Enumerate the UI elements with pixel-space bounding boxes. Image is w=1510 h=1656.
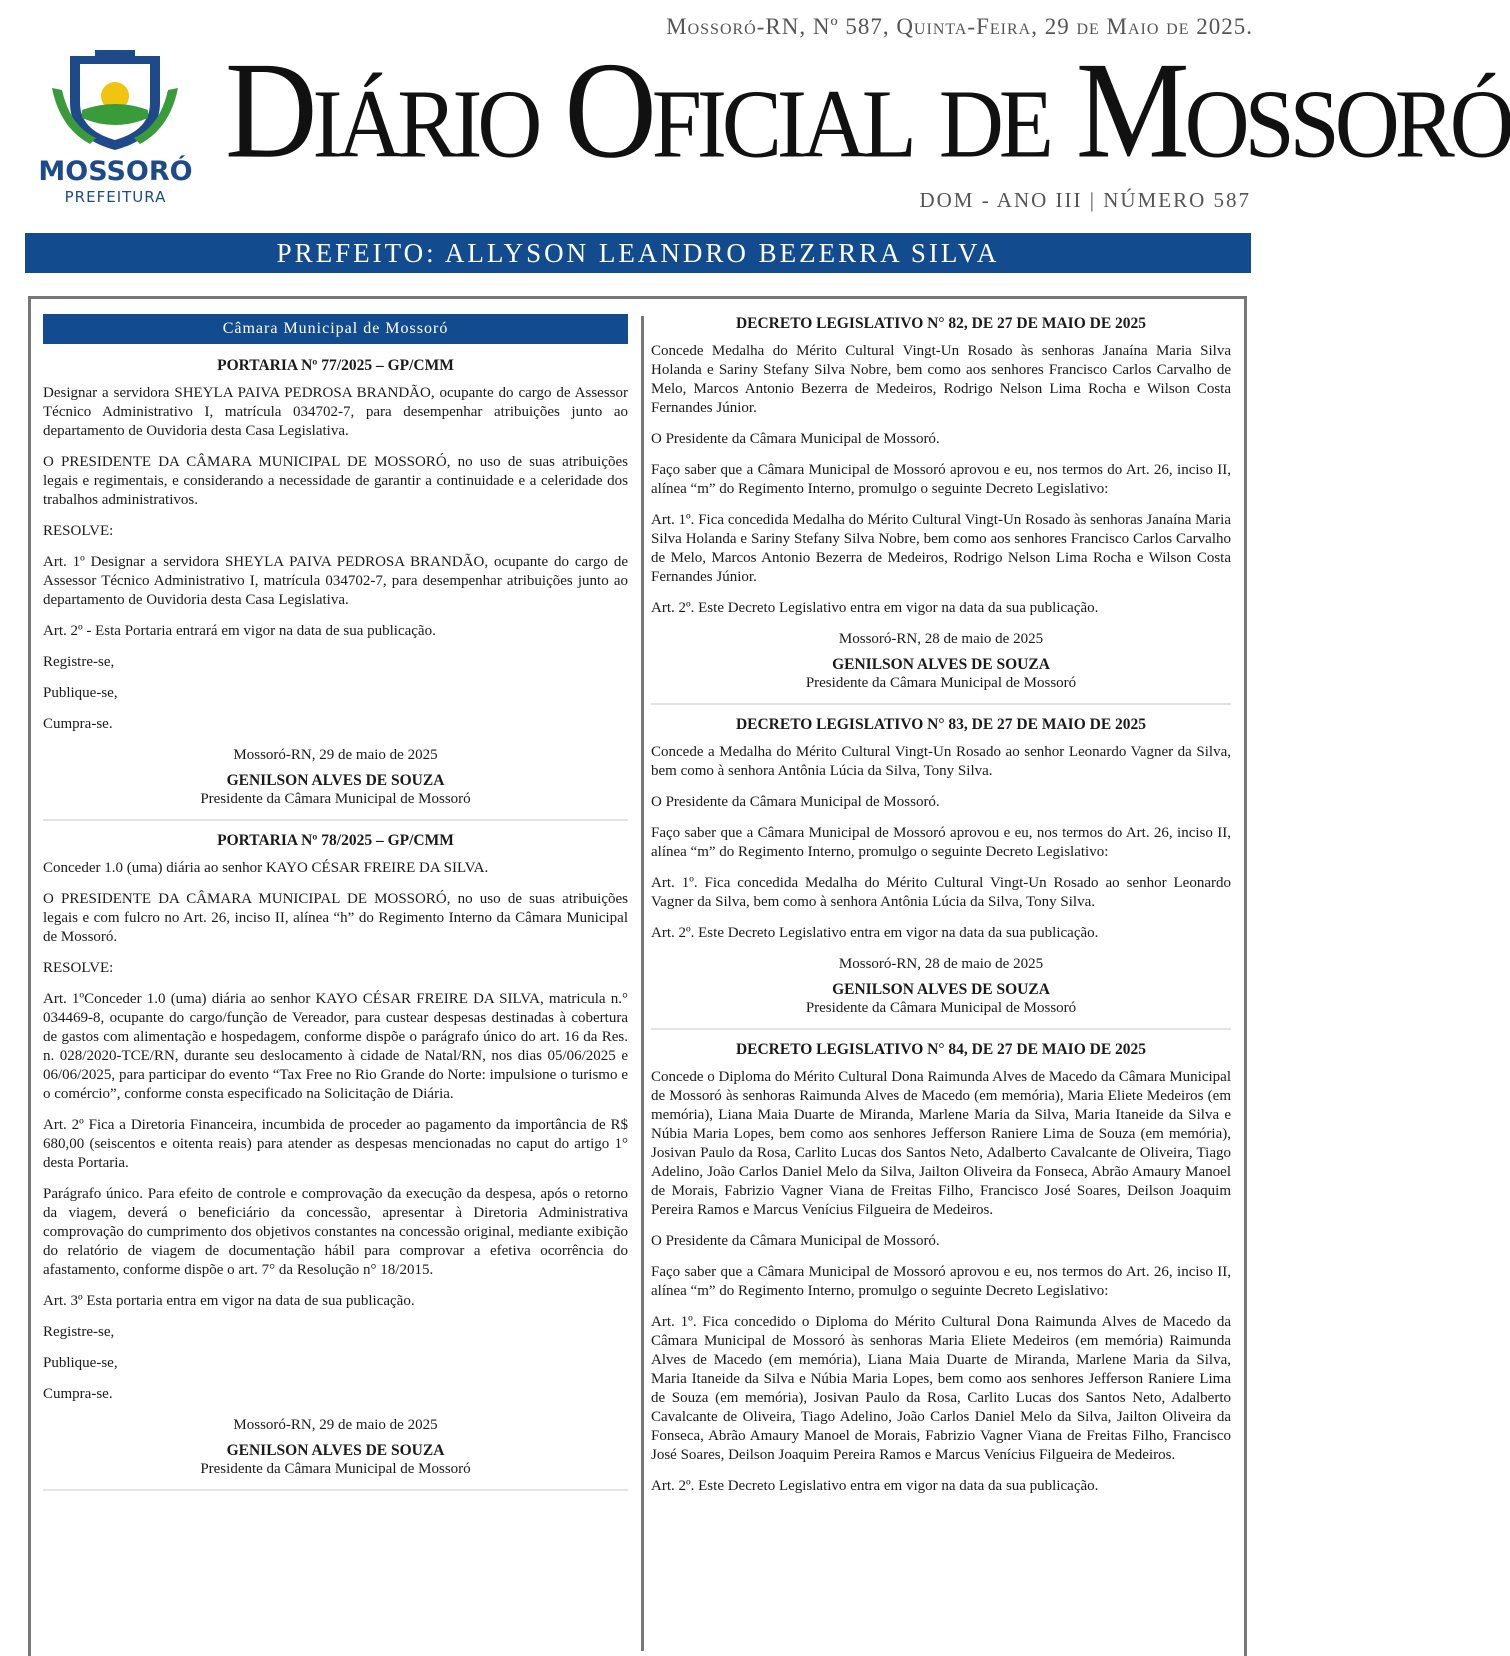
portaria-78 [43,831,628,1479]
decreto-83 [651,715,1231,1018]
prefeito-banner: PREFEITO: ALLYSON LEANDRO BEZERRA SILVA [25,233,1251,273]
logo-name: MOSSORÓ [38,156,193,187]
signer-role: Presidente da Câmara Municipal de Mossoró [805,1000,1077,1016]
decreto-82 [651,314,1231,693]
paragraph: Publique-se, [43,685,118,701]
paragraph: O Presidente da Câmara Municipal de Mossoró. [651,794,940,810]
paragraph: O Presidente da Câmara Municipal de Mossoró. [651,1233,940,1249]
paragraph: O Presidente da Câmara Municipal de Mossoró. [651,431,940,447]
paragraph: Art. 2º - Esta Portaria entrará em vigor na data de sua publicação. [43,623,436,639]
paragraph: Designar a servidora SHEYLA PAIVA PEDROSA BRANDÃO, ocupante do cargo de Assessor Técnico Administrativo I, matrícula 034702-7, para desempenhar atribuições junto ao departamento de Ouvidoria desta Casa Legislativa. [43,385,628,439]
section-separator [651,1028,1231,1030]
signature-block [651,955,1231,1018]
document-title: DECRETO LEGISLATIVO N° 84, DE 27 DE MAIO DE 2025 [735,1041,1147,1058]
paragraph: Cumpra-se. [43,716,113,732]
paragraph: Parágrafo único. Para efeito de controle e comprovação da execução da despesa, após o retorno da viagem, deverá o beneficiário da concessão, apresentar à Diretoria Administrativa comprovação do cumprimento dos objetivos constantes na concessão original, mediante exibição do relatório de viagem de documentação hábil para comprovar a efetiva ocorrência do afastamento, conforme dispõe o art. 7° da Resolução n° 18/2015. [43,1186,628,1278]
signer-name: GENILSON ALVES DE SOUZA [226,1442,445,1459]
document-title: PORTARIA Nº 78/2025 – GP/CMM [217,832,454,849]
paragraph: Registre-se, [43,1324,115,1340]
paragraph: Art. 1º Designar a servidora SHEYLA PAIVA PEDROSA BRANDÃO, ocupante do cargo de Assessor Técnico Administrativo I, matrícula 034702-7, para desempenhar atribuições junto ao departamento de Ouvidoria desta Casa Legislativa. [43,554,628,608]
signer-name: GENILSON ALVES DE SOUZA [832,656,1050,673]
paragraph: Concede Medalha do Mérito Cultural Vingt-Un Rosado às senhoras Janaína Maria Silva Holanda e Sariny Stefany Silva Nobre, bem como aos senhores Francisco Carlos Carvalho de Melo, Marcos Antonio Bezerra de Medeiros, Rodrigo Nelson Lima Rocha e Wilson Costa Fernandes Júnior. [651,343,1231,416]
signature-place-date: Mossoró-RN, 28 de maio de 2025 [838,631,1044,647]
paragraph: Art. 1º. Fica concedida Medalha do Mérito Cultural Vingt-Un Rosado ao senhor Leonardo Vagner da Silva, bem como à senhora Antônia Lúcia da Silva, Tony Silva. [651,875,1231,910]
paragraph: Faço saber que a Câmara Municipal de Mossoró aprovou e eu, nos termos do Art. 26, inciso II, alínea “m” do Regimento Interno, promulgo o seguinte Decreto Legislativo: [651,1264,1231,1299]
edition-number: DOM - ANO III | NÚMERO 587 [919,188,1251,212]
prefeitura-logo [28,48,203,208]
paragraph: O PRESIDENTE DA CÂMARA MUNICIPAL DE MOSSORÓ, no uso de suas atribuições legais e com fulcro no Art. 26, inciso II, alínea “h” do Regimento Interno da Câmara Municipal de Mossoró. [43,891,628,945]
paragraph: O PRESIDENTE DA CÂMARA MUNICIPAL DE MOSSORÓ, no uso de suas atribuições legais e regimentais, e considerando a necessidade de garantir a continuidade e a celeridade dos trabalhos administrativos. [43,454,628,508]
signature-block [651,630,1231,693]
masthead-title: Diário Oficial de Mossoró [225,33,1510,187]
signer-role: Presidente da Câmara Municipal de Mossoró [200,791,471,807]
paragraph: Faço saber que a Câmara Municipal de Mossoró aprovou e eu, nos termos do Art. 26, inciso II, alínea “m” do Regimento Interno, promulgo o seguinte Decreto Legislativo: [651,462,1231,497]
paragraph: Concede o Diploma do Mérito Cultural Dona Raimunda Alves de Macedo da Câmara Municipal de Mossoró às senhoras Raimunda Alves de Macedo (em memória), Maria Eliete Medeiros (em memória), Liana Maia Duarte de Miranda, Marlene Maria da Silva, Maria Itaneide da Silva e Núbia Maria Lopes, bem como aos senhores Jefferson Raniere Lima de Souza (em memória), Josivan Paulo da Rosa, Carlito Lucas dos Santos Neto, Adalberto Cavalcante de Oliveira, Tiago Adelino, João Carlos Daniel Melo da Silva, Jailton Oliveira da Fonseca, Abrão Amaury Manoel de Morais, Fabrizio Vagner Viana de Freitas Filho, Francisco José Soares, Deilson Joaquim Pereira Ramos e Marcus Venícius Filgueira de Medeiros. [651,1069,1231,1218]
document-title: PORTARIA Nº 77/2025 – GP/CMM [217,357,454,374]
signature-block [43,1416,628,1479]
coat-of-arms-icon [50,48,180,153]
paragraph: Art. 3º Esta portaria entra em vigor na data de sua publicação. [43,1293,415,1309]
paragraph: RESOLVE: [43,523,114,539]
paragraph: Conceder 1.0 (uma) diária ao senhor KAYO CÉSAR FREIRE DA SILVA. [43,860,489,876]
section-separator [43,1489,628,1491]
paragraph: Art. 2º Fica a Diretoria Financeira, incumbida de proceder ao pagamento da importância de R$ 680,00 (seiscentos e oitenta reais) para atender as despesas mencionadas no caput do artigo 1° desta Portaria. [43,1117,628,1171]
paragraph: Art. 2º. Este Decreto Legislativo entra em vigor na data da sua publicação. [651,600,1099,616]
signature-block [43,746,628,809]
signer-name: GENILSON ALVES DE SOUZA [226,772,445,789]
paragraph: Concede a Medalha do Mérito Cultural Vingt-Un Rosado ao senhor Leonardo Vagner da Silva, bem como à senhora Antônia Lúcia da Silva, Tony Silva. [651,744,1231,779]
section-separator [43,819,628,821]
paragraph: Art. 2º. Este Decreto Legislativo entra em vigor na data da sua publicação. [651,925,1099,941]
document-title: DECRETO LEGISLATIVO N° 83, DE 27 DE MAIO DE 2025 [735,716,1147,733]
paragraph: Cumpra-se. [43,1386,113,1402]
paragraph: Publique-se, [43,1355,118,1371]
decreto-84 [651,1040,1231,1496]
portaria-77 [43,356,628,809]
logo-subtitle: PREFEITURA [64,188,167,206]
paragraph: Art. 1ºConceder 1.0 (uma) diária ao senhor KAYO CÉSAR FREIRE DA SILVA, matricula n.° 034469-8, ocupante do cargo/função de Vereador, para custear despesas destinadas à cobertura de gastos com alimentação e hospedagem, conforme dispõe o parágrafo único do art. 16 da Res. n. 028/2020-TCE/RN, durante seu deslocamento à cidade de Natal/RN, nos dias 05/06/2025 e 06/06/2025, para participar do evento “Tax Free no Rio Grande do Norte: impulsione o turismo e o comércio”, conforme consta especificado na Solicitação de Diária. [43,991,628,1102]
signature-place-date: Mossoró-RN, 29 de maio de 2025 [233,747,438,763]
document-title: DECRETO LEGISLATIVO N° 82, DE 27 DE MAIO DE 2025 [735,315,1147,332]
left-column [43,314,628,1499]
section-separator [651,703,1231,705]
paragraph: Registre-se, [43,654,115,670]
paragraph: Faço saber que a Câmara Municipal de Mossoró aprovou e eu, nos termos do Art. 26, inciso II, alínea “m” do Regimento Interno, promulgo o seguinte Decreto Legislativo: [651,825,1231,860]
signer-role: Presidente da Câmara Municipal de Mossoró [200,1461,471,1477]
signature-place-date: Mossoró-RN, 29 de maio de 2025 [233,1417,438,1433]
right-column [651,314,1231,1508]
paragraph: Art. 2º. Este Decreto Legislativo entra em vigor na data da sua publicação. [651,1478,1099,1494]
signer-name: GENILSON ALVES DE SOUZA [832,981,1050,998]
paragraph: Art. 1º. Fica concedida Medalha do Mérito Cultural Vingt-Un Rosado às senhoras Janaína Maria Silva Holanda e Sariny Stefany Silva Nobre, bem como aos senhores Francisco Carlos Carvalho de Melo, Marcos Antonio Bezerra de Medeiros, Rodrigo Nelson Lima Rocha e Wilson Costa Fernandes Júnior. [651,512,1231,585]
signer-role: Presidente da Câmara Municipal de Mossoró [805,675,1077,691]
paragraph: RESOLVE: [43,960,114,976]
signature-place-date: Mossoró-RN, 28 de maio de 2025 [838,956,1044,972]
issue-dateline: Mossoró-RN, Nº 587, Quinta-Feira, 29 de Maio de 2025. [666,14,1253,39]
paragraph: Art. 1º. Fica concedido o Diploma do Mérito Cultural Dona Raimunda Alves de Macedo da Câmara Municipal de Mossoró às senhoras Maria Eliete Medeiros (em memória) Raimunda Alves de Macedo (em memória), Liana Maia Duarte de Miranda, Marlene Maria da Silva, Maria Itaneide da Silva e Núbia Maria Lopes, bem como aos senhores Jefferson Raniere Lima de Souza (em memória), Josivan Paulo da Rosa, Carlito Lucas dos Santos Neto, Adalberto Cavalcante de Oliveira, Tiago Adelino, João Carlos Daniel Melo da Silva, Jailton Oliveira da Fonseca, Abrão Amaury Manoel de Morais, Fabrizio Vagner Viana de Freitas Filho, Francisco José Soares, Deilson Joaquim Pereira Ramos e Marcus Venícius Filgueira de Medeiros. [651,1314,1231,1463]
page-header [0,0,1510,280]
section-heading: Câmara Municipal de Mossoró [43,314,628,344]
column-divider [641,316,644,1651]
